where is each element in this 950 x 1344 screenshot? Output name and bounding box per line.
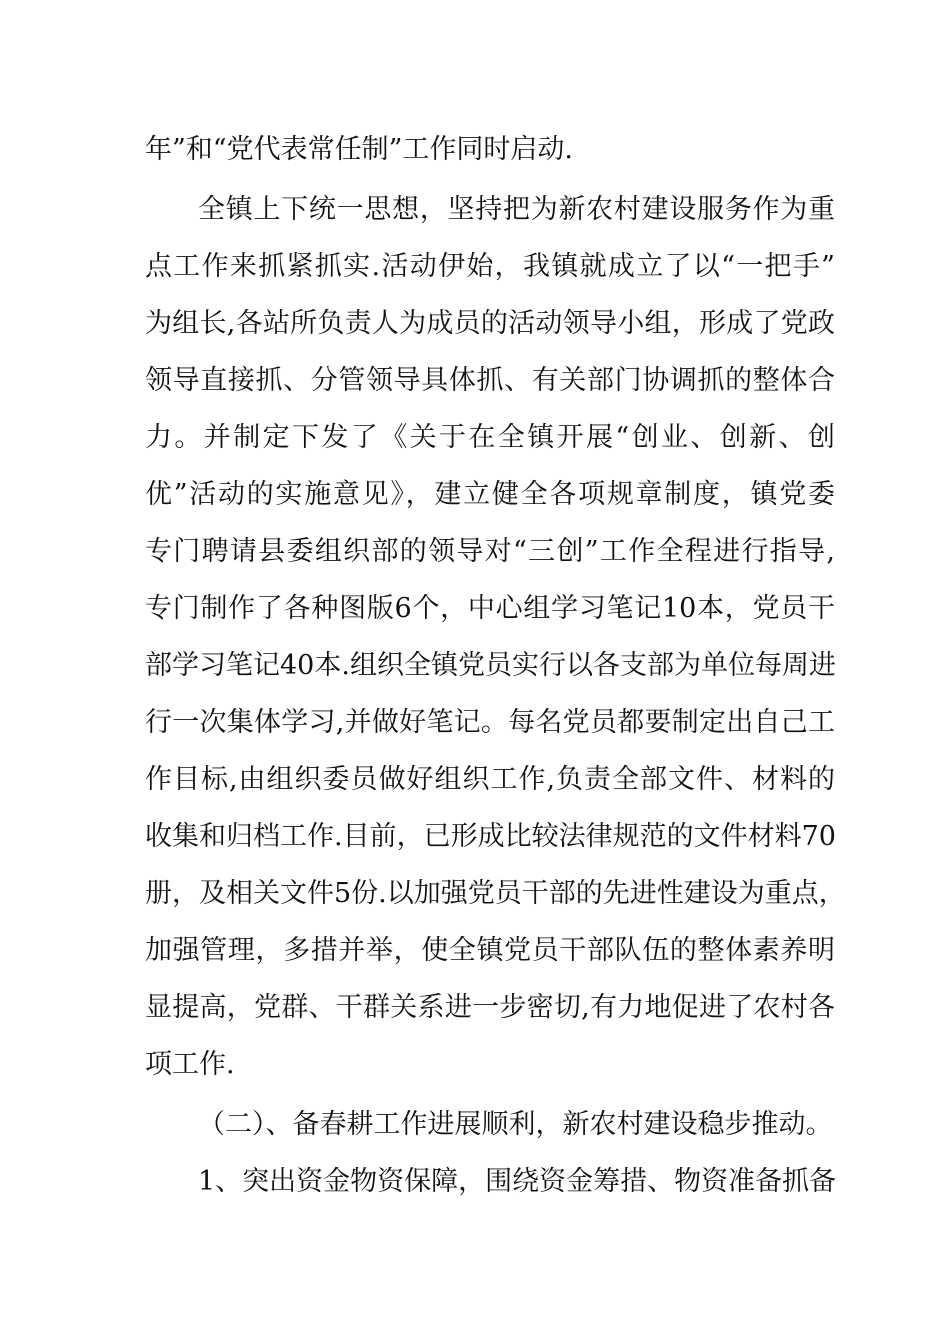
text-line: 项工作. — [145, 1049, 235, 1080]
text-line: （二）、备春耕工作进展顺利，新农村建设稳步推动。 — [198, 1109, 833, 1140]
text-line: 收集和归档工作.目前，已形成比较法律规范的文件材料70 — [145, 821, 836, 852]
text-line: 年”和“党代表常任制”工作同时启动. — [145, 134, 573, 165]
text-line: 行一次集体学习,并做好笔记。每名党员都要制定出自己工 — [145, 707, 835, 738]
text-line: 点工作来抓紧抓实.活动伊始，我镇就成立了以“一把手” — [145, 251, 835, 282]
text-line: 1、突出资金物资保障，围绕资金筹措、物资准备抓备 — [198, 1166, 837, 1197]
text-line: 册，及相关文件5份.以加强党员干部的先进性建设为重点， — [145, 878, 846, 909]
text-line: 专门制作了各种图版6个，中心组学习笔记10本，党员干 — [145, 593, 835, 624]
text-line: 专门聘请县委组织部的领导对“三创”工作全程进行指导, — [145, 536, 835, 567]
text-line: 显提高，党群、干群关系进一步密切,有力地促进了农村各 — [145, 992, 835, 1023]
text-line: 加强管理，多措并举，使全镇党员干部队伍的整体素养明 — [145, 935, 835, 966]
text-line: 作目标,由组织委员做好组织工作,负责全部文件、材料的 — [145, 764, 835, 795]
text-line: 力。并制定下发了《关于在全镇开展“创业、创新、创 — [145, 422, 835, 453]
text-line: 全镇上下统一思想，坚持把为新农村建设服务作为重 — [198, 194, 835, 225]
text-line: 部学习笔记40本.组织全镇党员实行以各支部为单位每周进 — [145, 650, 836, 681]
text-line: 领导直接抓、分管领导具体抓、有关部门协调抓的整体合 — [145, 365, 835, 396]
text-line: 为组长,各站所负责人为成员的活动领导小组，形成了党政 — [145, 308, 835, 339]
text-line: 优”活动的实施意见》，建立健全各项规章制度，镇党委 — [145, 479, 835, 510]
